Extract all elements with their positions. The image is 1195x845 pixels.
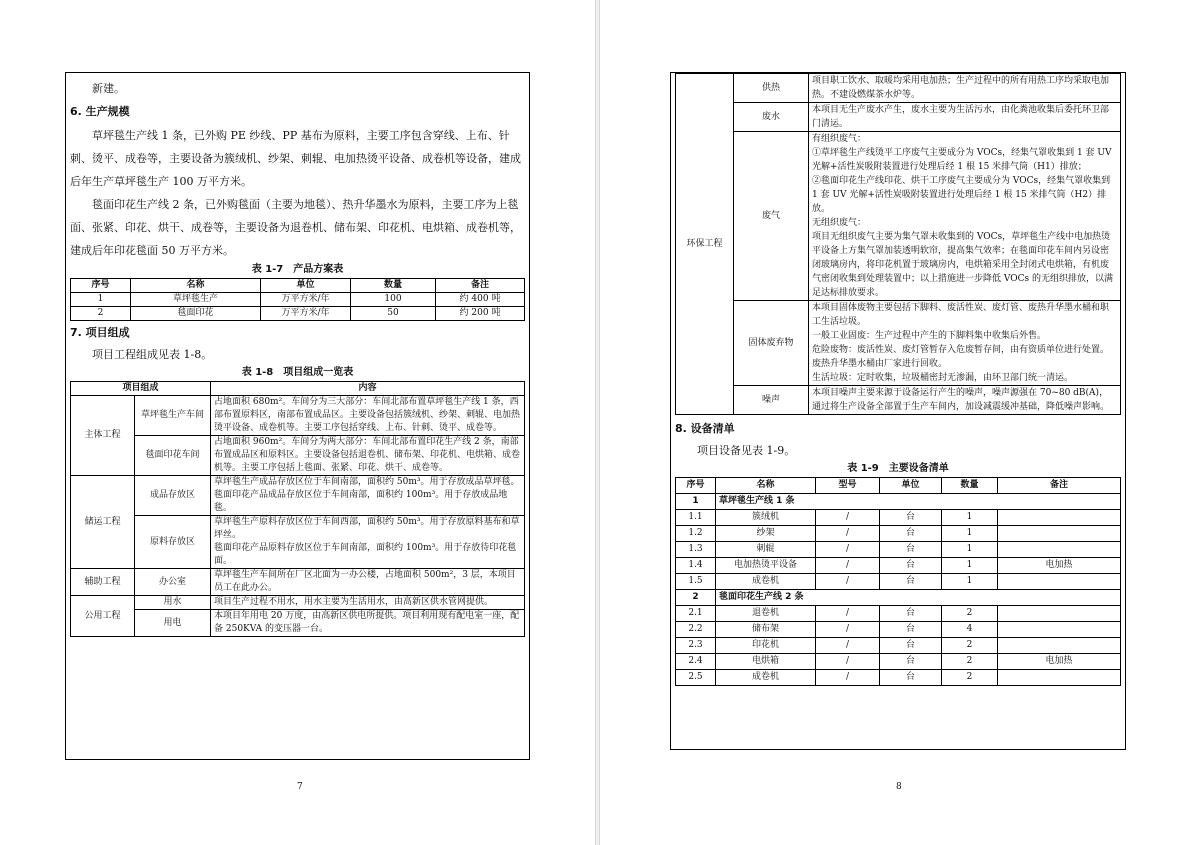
table-cell: 电加热烫平设备 bbox=[716, 558, 816, 574]
table-row bbox=[676, 74, 1121, 103]
sub-cell: 噪声 bbox=[734, 386, 809, 415]
sub-cell: 原料存放区 bbox=[135, 516, 211, 569]
table-cell: 1.1 bbox=[676, 510, 716, 526]
line1-items bbox=[676, 510, 1121, 590]
table-cell: / bbox=[816, 574, 880, 590]
sub-cell: 废气 bbox=[734, 132, 809, 301]
table-row bbox=[71, 293, 525, 307]
col-header: 数量 bbox=[942, 478, 998, 494]
section-no: 2 bbox=[676, 590, 716, 606]
section8-title: 8. 设备清单 bbox=[675, 422, 735, 435]
content-cell: 本项目固体废物主要包括下脚料、废活性炭、废灯管、废热升华墨水桶和职工生活垃圾。 一般工业固废：生产过程中产生的下脚料集中收集后外售。 危险废物：废活性炭、废灯管暂存入危废暂存间，由有资质单位进行处置。废热升华墨水桶由厂家进行回收。 生活垃圾：定时收集，垃圾桶密封无渗漏，由环卫部门统一清运。 bbox=[809, 301, 1121, 386]
table-cell: 2.4 bbox=[676, 654, 716, 670]
table-cell: / bbox=[816, 654, 880, 670]
content-cell: 项目职工饮水、取暖均采用电加热；生产过程中的所有用热工序均采取电加热。不建设燃煤茶水炉等。 bbox=[809, 74, 1121, 103]
table-cell: 2.5 bbox=[676, 670, 716, 686]
equipment-list-table bbox=[675, 477, 1121, 686]
table-cell: / bbox=[816, 622, 880, 638]
category-cell: 主体工程 bbox=[71, 396, 135, 476]
table-row bbox=[676, 301, 1121, 386]
table-cell: 1.4 bbox=[676, 558, 716, 574]
col-header-group: 项目组成 bbox=[71, 382, 211, 396]
table-cell: 1.3 bbox=[676, 542, 716, 558]
content-cell: 本项目噪声主要来源于设备运行产生的噪声，噪声源强在 70~80 dB(A)，通过将生产设备全部置于生产车间内，加设减震缓冲基础，降低噪声影响。 bbox=[809, 386, 1121, 415]
table-cell: 印花机 bbox=[716, 638, 816, 654]
table-cell: / bbox=[816, 606, 880, 622]
page-number: 7 bbox=[297, 782, 303, 792]
content-cell: 占地面积 960m²。车间分为两大部分：车间北部布置印花生产线 2 条，南部布置成品区和原料区。主要设备包括退卷机、储布架、印花机、电烘箱、成卷机等。主要工序包括上毯面、张紧、印花、烘干、成卷等。 bbox=[211, 436, 525, 476]
table-1-8-caption-title: 项目组成一览表 bbox=[283, 367, 354, 378]
table-row bbox=[676, 670, 1121, 686]
sub-cell: 废水 bbox=[734, 103, 809, 132]
table-cell: 50 bbox=[351, 307, 436, 321]
table-cell: 储布架 bbox=[716, 622, 816, 638]
table-row bbox=[676, 654, 1121, 670]
col-header: 数量 bbox=[351, 279, 436, 293]
sub-cell: 用电 bbox=[135, 610, 211, 637]
content-cell: 有组织废气： ①草坪毯生产线烫平工序废气主要成分为 VOCs，经集气罩收集到 1 套 UV 光解+活性炭吸附装置进行处理后经 1 根 15 米排气筒（H1）排放； ②毯面印花生产线印花、烘干工序废气主要成分为 VOCs，经集气罩收集到 1 套 UV 光解+活性炭吸附装置进行处理后经 1 根 15 米排气筒（H2）排放。 无组织废气： 项目无组织废气主要为集气罩未收集到的 VOCs，草坪毯生产线中电加热烫平设备上方集气罩加装透明软帘，提高集气效率；在毯面印花车间内另设密闭玻璃房内，将印花机置于玻璃房内，电烘箱采用全封闭式电烘箱，有机废气密闭收集到处理装置中；以上措施进一步降低 VOCs 的无组织排放，以满足达标排放要求。 bbox=[809, 132, 1121, 301]
col-header: 备注 bbox=[998, 478, 1121, 494]
table-1-9-caption bbox=[675, 461, 1121, 477]
table-cell: 纱架 bbox=[716, 526, 816, 542]
table-row bbox=[676, 510, 1121, 526]
table-cell bbox=[998, 606, 1121, 622]
table-cell: 2 bbox=[942, 638, 998, 654]
table-1-7-caption-title: 产品方案表 bbox=[293, 264, 344, 275]
table-row bbox=[676, 606, 1121, 622]
table-header-row bbox=[71, 382, 525, 396]
table-cell bbox=[998, 542, 1121, 558]
table-cell: / bbox=[816, 510, 880, 526]
table-cell: 约 200 吨 bbox=[436, 307, 525, 321]
table-cell: 2 bbox=[71, 307, 131, 321]
right-page bbox=[599, 0, 1195, 845]
table-cell: 万平方米/年 bbox=[261, 293, 351, 307]
table-row bbox=[71, 436, 525, 476]
section6-title: 6. 生产规模 bbox=[70, 105, 130, 118]
table-cell: 1 bbox=[71, 293, 131, 307]
table-1-9-caption-title: 主要设备清单 bbox=[888, 463, 949, 474]
table-cell: 电烘箱 bbox=[716, 654, 816, 670]
table-cell bbox=[998, 510, 1121, 526]
table-1-8-caption bbox=[70, 365, 525, 381]
col-header: 单位 bbox=[261, 279, 351, 293]
table-1-9-caption-no: 表 1-9 bbox=[847, 463, 879, 474]
table-header-row bbox=[71, 279, 525, 293]
category-cell: 公用工程 bbox=[71, 596, 135, 637]
section6-paragraph-2: 毯面印花生产线 2 条，已外购毯面（主要为地毯）、热升华墨水为原料，主要工序为上毯面、张紧、印花、烘干、成卷等，主要设备为退卷机、储布架、印花机、电烘箱、成卷机等，建成后年印花毯面 50 万平方米。 bbox=[70, 198, 521, 257]
table-row bbox=[676, 622, 1121, 638]
content-cell: 项目生产过程不用水，用水主要为生活用水，由高新区供水管网提供。 bbox=[211, 596, 525, 610]
table-cell: / bbox=[816, 526, 880, 542]
table-cell: 万平方米/年 bbox=[261, 307, 351, 321]
table-1-7-caption bbox=[70, 262, 525, 278]
content-cell: 草坪毯生产成品存放区位于车间南部，面积约 50m³。用于存放成品草坪毯。 毯面印花产品成品存放区位于车间南部，面积约 100m³。用于存放成品地毯。 bbox=[211, 476, 525, 516]
table-cell: 台 bbox=[880, 638, 942, 654]
table-cell: 1 bbox=[942, 510, 998, 526]
table-cell bbox=[998, 526, 1121, 542]
table-row bbox=[676, 386, 1121, 415]
col-header: 序号 bbox=[71, 279, 131, 293]
sub-cell: 办公室 bbox=[135, 569, 211, 596]
table-cell bbox=[998, 638, 1121, 654]
sub-cell: 固体废弃物 bbox=[734, 301, 809, 386]
col-header: 单位 bbox=[880, 478, 942, 494]
category-cell: 储运工程 bbox=[71, 476, 135, 569]
content-cell: 本项目无生产废水产生，废水主要为生活污水，由化粪池收集后委托环卫部门清运。 bbox=[809, 103, 1121, 132]
table-cell: 台 bbox=[880, 606, 942, 622]
section-row bbox=[676, 590, 1121, 606]
col-header: 序号 bbox=[676, 478, 716, 494]
section7-paragraph: 项目工程组成见表 1-8。 bbox=[92, 348, 213, 361]
table-row bbox=[676, 526, 1121, 542]
content-cell: 占地面积 680m²。车间分为三大部分：车间北部布置草坪毯生产线 1 条，西部布置原料区，南部布置成品区。主要设备包括簇绒机、纱架、刺辊、电加热烫平设备、成卷机等。主要工序包括穿线、上布、针刺、烫平、成卷等。 bbox=[211, 396, 525, 436]
col-header: 型号 bbox=[816, 478, 880, 494]
table-row bbox=[71, 596, 525, 610]
table-cell: 台 bbox=[880, 558, 942, 574]
table-cell: 台 bbox=[880, 622, 942, 638]
section7-title: 7. 项目组成 bbox=[70, 326, 130, 339]
table-cell: 1 bbox=[942, 574, 998, 590]
table-cell: 成卷机 bbox=[716, 574, 816, 590]
content-cell: 本项目年用电 20 万度，由高新区供电所提供。项目利用现有配电室一座，配备 250KVA 的变压器一台。 bbox=[211, 610, 525, 637]
table-cell: 4 bbox=[942, 622, 998, 638]
table-cell: 2.1 bbox=[676, 606, 716, 622]
table-row bbox=[71, 516, 525, 569]
product-plan-table bbox=[70, 278, 525, 321]
left-page bbox=[0, 0, 596, 845]
content-cell: 草坪毯生产车间所在厂区北面为一办公楼，占地面积 500m²，3 层，本项目员工在此办公。 bbox=[211, 569, 525, 596]
table-1-7-caption-no: 表 1-7 bbox=[251, 264, 284, 275]
section6-paragraph-1: 草坪毯生产线 1 条，已外购 PE 纱线、PP 基布为原料，主要工序包含穿线、上布、针刺、烫平、成卷等，主要设备为簇绒机、纱架、刺辊、电加热烫平设备、成卷机等设备，建成后年生产草坪毯生产 100 万平方米。 bbox=[70, 129, 521, 188]
table-cell: 2 bbox=[942, 670, 998, 686]
line2-items bbox=[676, 606, 1121, 686]
table-cell: 台 bbox=[880, 574, 942, 590]
table-row bbox=[676, 542, 1121, 558]
sub-cell: 用水 bbox=[135, 596, 211, 610]
table-cell: 100 bbox=[351, 293, 436, 307]
table-cell bbox=[998, 574, 1121, 590]
table-row bbox=[676, 638, 1121, 654]
table-cell: 退卷机 bbox=[716, 606, 816, 622]
table-cell: 台 bbox=[880, 654, 942, 670]
table-cell bbox=[998, 622, 1121, 638]
table-cell: / bbox=[816, 638, 880, 654]
table-cell: 2 bbox=[942, 606, 998, 622]
table-row bbox=[676, 132, 1121, 301]
table-cell bbox=[998, 670, 1121, 686]
table-cell: 1 bbox=[942, 526, 998, 542]
sub-cell: 成品存放区 bbox=[135, 476, 211, 516]
col-header: 备注 bbox=[436, 279, 525, 293]
content-cell: 草坪毯生产原料存放区位于车间西部，面积约 50m³。用于存放原料基布和草坪丝。 毯面印花产品原料存放区位于车间南部，面积约 100m³。用于存放待印花毯面。 bbox=[211, 516, 525, 569]
section8-paragraph: 项目设备见表 1-9。 bbox=[697, 444, 796, 457]
table-cell: 电加热 bbox=[998, 654, 1121, 670]
table-cell: 2 bbox=[942, 654, 998, 670]
table-row bbox=[71, 307, 525, 321]
table-row bbox=[71, 396, 525, 436]
table-cell: 2.2 bbox=[676, 622, 716, 638]
col-header: 名称 bbox=[716, 478, 816, 494]
table-cell: 台 bbox=[880, 542, 942, 558]
section-row bbox=[676, 494, 1121, 510]
table-cell: 约 400 吨 bbox=[436, 293, 525, 307]
environmental-engineering-table bbox=[675, 73, 1121, 415]
table-cell: 1 bbox=[942, 542, 998, 558]
sub-cell: 毯面印花车间 bbox=[135, 436, 211, 476]
table-row bbox=[676, 103, 1121, 132]
table-row bbox=[676, 574, 1121, 590]
left-content-frame bbox=[65, 72, 530, 760]
table-cell: 毯面印花 bbox=[131, 307, 261, 321]
table-cell: 草坪毯生产 bbox=[131, 293, 261, 307]
page-number: 8 bbox=[896, 782, 902, 792]
table-row bbox=[71, 610, 525, 637]
category-cell: 辅助工程 bbox=[71, 569, 135, 596]
table-header-row bbox=[676, 478, 1121, 494]
col-header-content: 内容 bbox=[211, 382, 525, 396]
table-cell: 台 bbox=[880, 510, 942, 526]
table-cell: / bbox=[816, 670, 880, 686]
table-cell: 1.5 bbox=[676, 574, 716, 590]
table-cell: 台 bbox=[880, 670, 942, 686]
table-1-8-caption-no: 表 1-8 bbox=[241, 367, 274, 378]
table-cell: 台 bbox=[880, 526, 942, 542]
table-cell: / bbox=[816, 558, 880, 574]
table-cell: 1.2 bbox=[676, 526, 716, 542]
table-cell: / bbox=[816, 542, 880, 558]
table-row bbox=[71, 569, 525, 596]
table-cell: 成卷机 bbox=[716, 670, 816, 686]
table-row bbox=[71, 476, 525, 516]
category-cell: 环保工程 bbox=[676, 74, 734, 415]
sub-cell: 草坪毯生产车间 bbox=[135, 396, 211, 436]
table-cell: 1 bbox=[942, 558, 998, 574]
section-name: 毯面印花生产线 2 条 bbox=[716, 590, 1121, 606]
sub-cell: 供热 bbox=[734, 74, 809, 103]
table-cell: 刺辊 bbox=[716, 542, 816, 558]
right-content-frame bbox=[670, 72, 1126, 750]
intro-fragment: 新建。 bbox=[92, 82, 125, 95]
col-header: 名称 bbox=[131, 279, 261, 293]
table-row bbox=[676, 558, 1121, 574]
section-name: 草坪毯生产线 1 条 bbox=[716, 494, 1121, 510]
table-cell: 电加热 bbox=[998, 558, 1121, 574]
table-cell: 2.3 bbox=[676, 638, 716, 654]
section-no: 1 bbox=[676, 494, 716, 510]
table-cell: 簇绒机 bbox=[716, 510, 816, 526]
project-composition-table bbox=[70, 381, 525, 637]
